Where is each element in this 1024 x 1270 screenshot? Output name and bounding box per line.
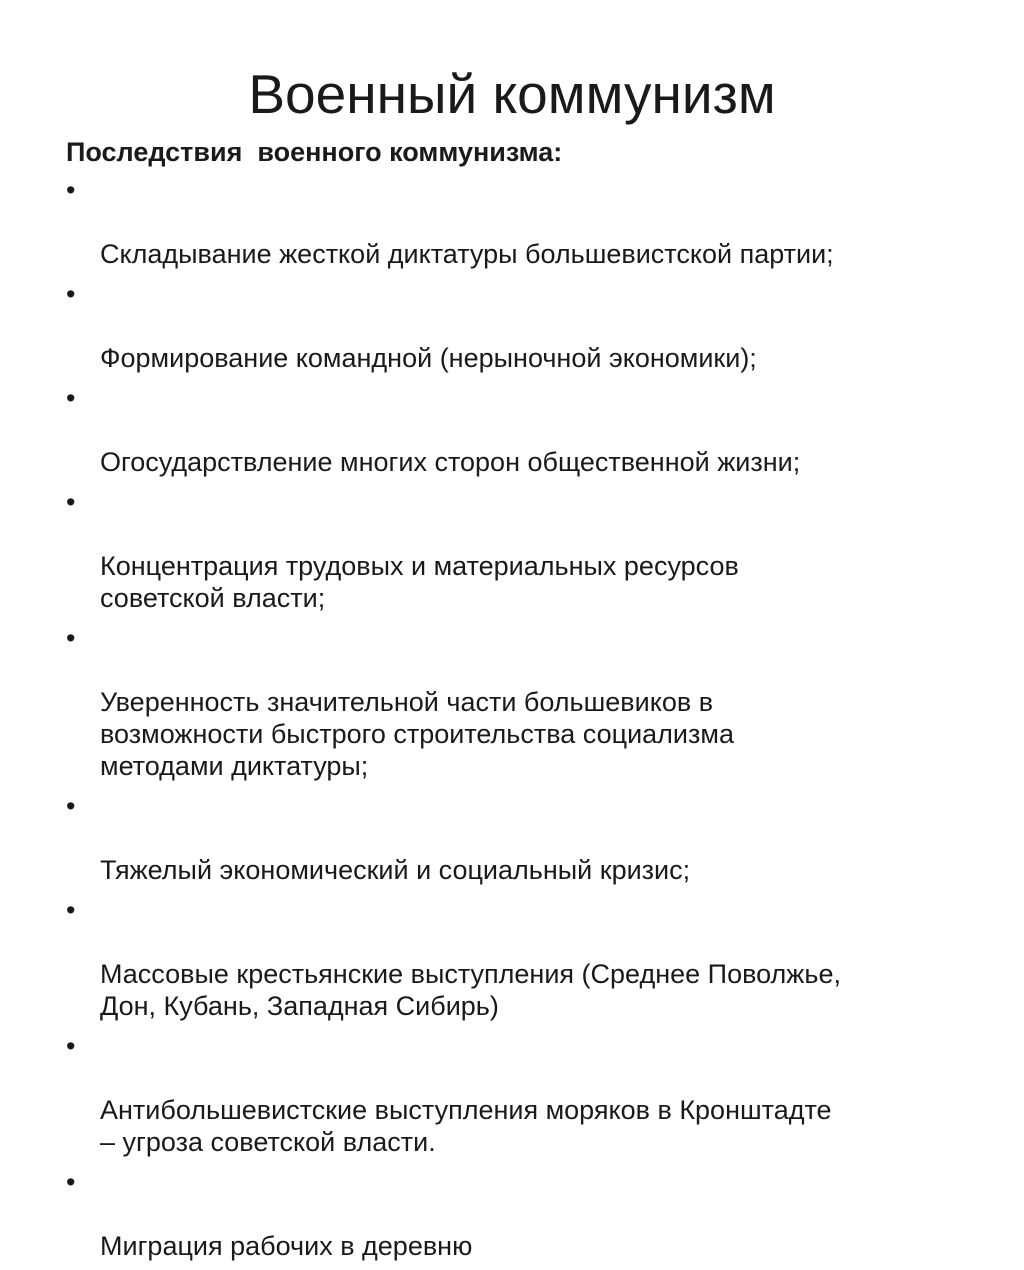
- list-item: [66, 894, 966, 1022]
- bullet-icon: •: [66, 791, 76, 821]
- list-item: [66, 1166, 966, 1262]
- slide-content: [66, 136, 966, 1270]
- list-item-text: Антибольшевистские выступления моряков в Кронштадте – угроза советской власти.: [100, 1095, 832, 1157]
- list-item-text: Формирование командной (нерыночной экономики);: [100, 343, 757, 373]
- list-item-text: Концентрация трудовых и материальных ресурсов советской власти;: [100, 551, 739, 613]
- bullet-icon: •: [66, 1031, 76, 1061]
- bullet-icon: •: [66, 1167, 76, 1197]
- list-item-text: Уверенность значительной части большевиков в возможности быстрого строительства социализма методами диктатуры;: [100, 687, 734, 781]
- bullet-list: [66, 174, 966, 1262]
- slide-subtitle: Последствия военного коммунизма:: [66, 137, 563, 167]
- list-item: [66, 1030, 966, 1158]
- list-item-text: Тяжелый экономический и социальный кризис;: [100, 855, 691, 885]
- bullet-icon: •: [66, 175, 76, 205]
- list-item: [66, 486, 966, 614]
- list-item-text: Складывание жесткой диктатуры большевистской партии;: [100, 239, 834, 269]
- bullet-icon: •: [66, 895, 76, 925]
- list-item: [66, 382, 966, 478]
- list-item-text: Массовые крестьянские выступления (Среднее Поволжье, Дон, Кубань, Западная Сибирь): [100, 959, 841, 1021]
- list-item: [66, 174, 966, 270]
- list-item: [66, 622, 966, 782]
- slide-title: Военный коммунизм: [248, 63, 776, 125]
- list-item-text: Огосударствление многих сторон общественной жизни;: [100, 447, 801, 477]
- bullet-icon: •: [66, 623, 76, 653]
- bullet-icon: •: [66, 487, 76, 517]
- list-item: [66, 790, 966, 886]
- list-item-text: Миграция рабочих в деревню: [100, 1231, 473, 1261]
- bullet-icon: •: [66, 383, 76, 413]
- list-item: [66, 278, 966, 374]
- bullet-icon: •: [66, 279, 76, 309]
